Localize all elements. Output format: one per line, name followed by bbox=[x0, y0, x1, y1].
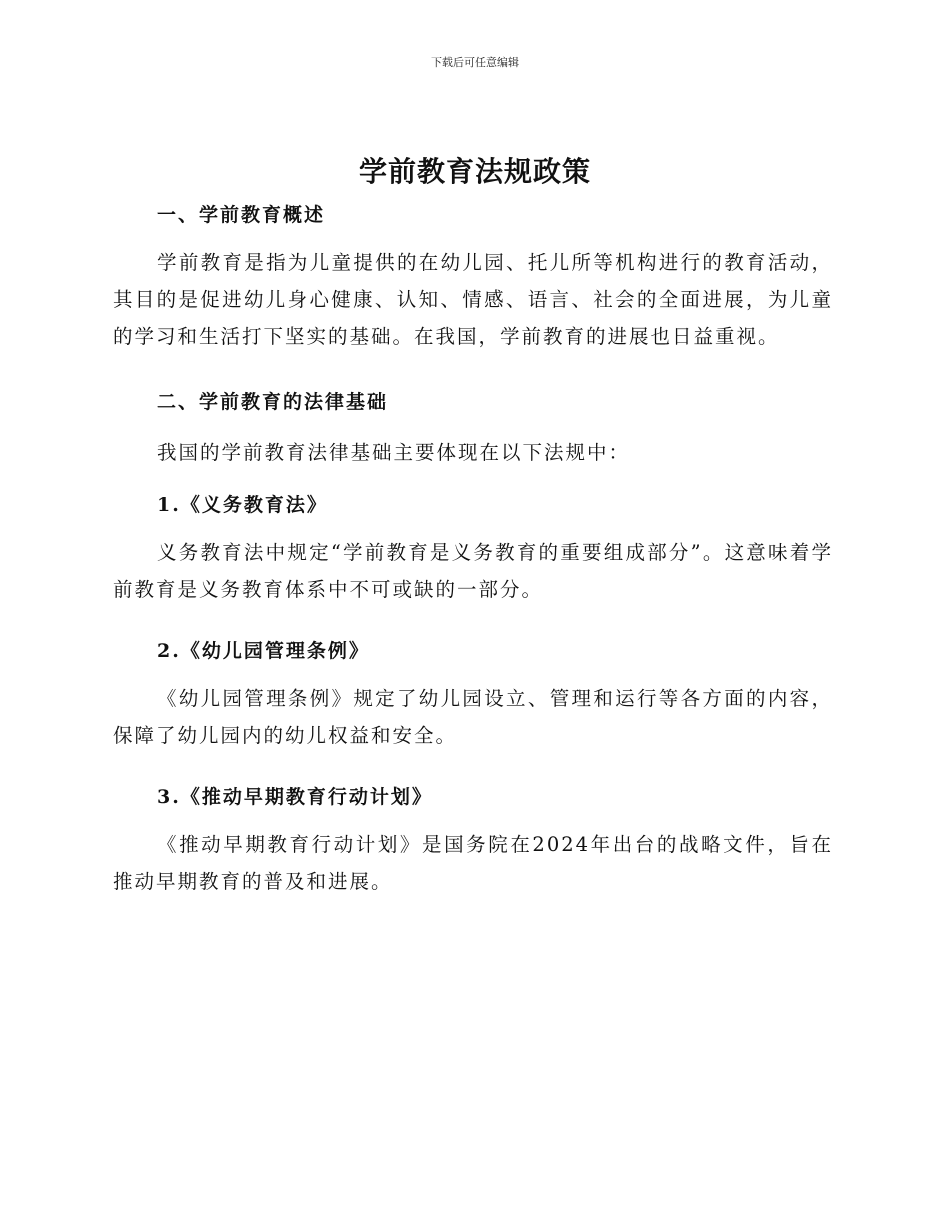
paragraph-compulsory-education: 义务教育法中规定“学前教育是义务教育的重要组成部分”。这意味着学前教育是义务教育体系中不可或缺的一部分。 bbox=[113, 541, 833, 601]
law-heading-compulsory-education: 1.《义务教育法》 bbox=[157, 494, 328, 516]
section-heading-overview: 一、学前教育概述 bbox=[157, 204, 326, 226]
paragraph-kindergarten-regulations: 《幼儿园管理条例》规定了幼儿园设立、管理和运行等各方面的内容，保障了幼儿园内的幼儿权益和安全。 bbox=[113, 687, 833, 747]
paragraph-early-education-plan: 《推动早期教育行动计划》是国务院在2024年出台的战略文件，旨在推动早期教育的普及和进展。 bbox=[113, 833, 833, 893]
paragraph-legal-basis-intro: 我国的学前教育法律基础主要体现在以下法规中： bbox=[157, 441, 631, 464]
section-heading-legal-basis: 二、学前教育的法律基础 bbox=[157, 391, 389, 413]
paragraph-overview: 学前教育是指为儿童提供的在幼儿园、托儿所等机构进行的教育活动，其目的是促进幼儿身心健康、认知、情感、语言、社会的全面进展，为儿童的学习和生活打下坚实的基础。在我国，学前教育的进展也日益重视。 bbox=[113, 251, 833, 348]
page-title: 学前教育法规政策 bbox=[358, 155, 591, 188]
header-note: 下载后可任意编辑 bbox=[431, 56, 519, 69]
law-heading-early-education-plan: 3.《推动早期教育行动计划》 bbox=[157, 786, 433, 808]
law-heading-kindergarten-regulations: 2.《幼儿园管理条例》 bbox=[157, 640, 370, 662]
